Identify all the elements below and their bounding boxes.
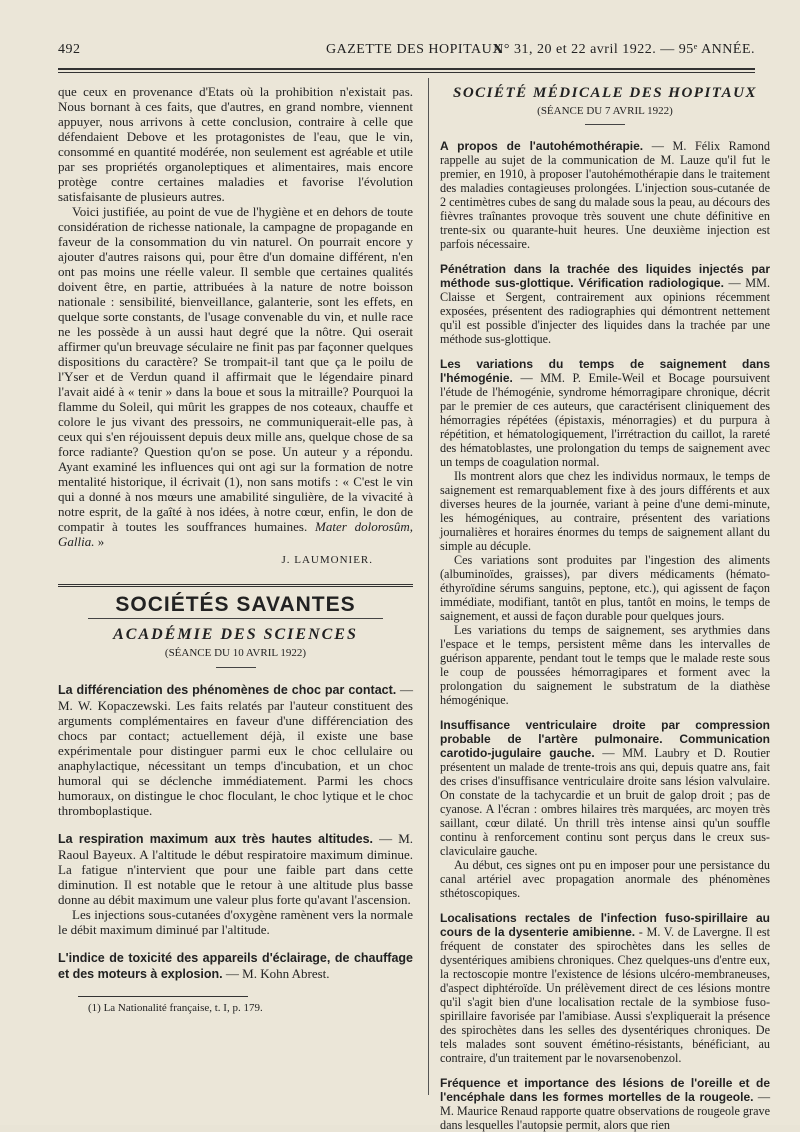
header-rule-thin: [58, 72, 755, 73]
article-heading: Localisations rectales de l'infection fuso-spirillaire au cours de la dysenterie amibienne.: [440, 911, 770, 939]
article: [58, 682, 413, 818]
issue-info: N° 31, 20 et 22 avril 1922. — 95ᵉ ANNÉE.: [493, 42, 755, 57]
article-body: — M. Kohn Abrest.: [225, 966, 330, 981]
article-body: - M. V. de Lavergne. Il est fréquent de constater des spirochètes dans les selles de dysentériques amibiens chroniques. Chez quelques-uns d'entre eux, la rectoscopie montre l'existence de lésions ulcéro-membraneuses, d'aspect diphtéroïde. Un prélèvement direct de ces lésions montre qu'il s'agit bien d'une localisation rectale de la symbiose fuso-spirillaire favorisée par l'amibiase. Aussi s'expliquerait la présence des spirochètes dans les selles des dysentériques chroniques. De tels malades sont souvent émétino-résistants, bénéficiant, au contraire, d'un traitement par le novarsenobenzol.: [440, 925, 770, 1065]
left-column: [58, 84, 413, 1016]
paragraph: Les variations du temps de saignement, ses arythmies dans l'espace et le temps, persistent même dans les intervalles de guérison apparente, pendant tout le temps que le malade reste sous le coup de poussées hémorragipares et forment avec la prolongation du saignement le substratum de la diathèse hémogénique.: [440, 623, 770, 707]
paragraph: Les injections sous-cutanées d'oxygène ramènent vers la normale le débit maximum diminué par l'altitude.: [58, 907, 413, 937]
short-rule: [585, 124, 625, 125]
article-body: — M. Félix Ramond rappelle au sujet de la communication de M. Lauze qu'il fut le premier, en 1910, à proposer l'autohémothérapie dans le traitement des maladies contagieuses prolongées. L'injection sous-cutanée de 2 centimètres cubes de sang du malade sous la peau, au décours des fièvres traînantes provoque très souvent une chute définitive en trente-six ou quarante-huit heures. Une deuxième injection est parfois nécessaire.: [440, 139, 770, 251]
article-heading: Fréquence et importance des lésions de l'oreille et de l'encéphale dans les formes mortelles de la rougeole.: [440, 1076, 770, 1104]
page-number: 492: [58, 42, 81, 57]
article-heading: Insuffisance ventriculaire droite par compression probable de l'artère pulmonaire. Communication carotido-jugulaire gauche.: [440, 718, 770, 760]
article-heading: La différenciation des phénomènes de choc par contact.: [58, 683, 397, 697]
article-body: — MM. P. Emile-Weil et Bocage poursuivent l'étude de l'hémogénie, syndrome hémorragipare chronique, décrit par le premier de ces auteurs, que caractérisent cliniquement des hémorragies répétées (épistaxis, ménorragies) et du purpura à répétition, et hématologiquement, l'irrétraction du caillot, la rareté des hématoblastes, une prolongation du temps de saignement avec un temps de coagulation normal.: [440, 371, 771, 469]
seance-date: (SÉANCE DU 7 AVRIL 1922): [537, 105, 673, 117]
article-body: — MM. Claisse et Sergent, contrairement aux opinions récemment exposées, présentent des radiographies qui démontrent nettement qu'il est possible d'injecter des liquides dans la trachée par une méthode sus-glottique.: [440, 276, 770, 346]
article-heading: A propos de l'autohémothérapie.: [440, 139, 644, 153]
article: [440, 262, 770, 346]
author-signature: J. LAUMONIER.: [281, 554, 373, 566]
column-separator: [428, 78, 429, 1095]
article-heading: Pénétration dans la trachée des liquides injectés par méthode sus-glottique. Vérification radiologique.: [440, 262, 770, 290]
article: [440, 357, 770, 469]
paragraph: que ceux en provenance d'Etats où la prohibition n'existait pas. Nous bornant à ces faits, que d'autres, en grand nombre, viennent appuyer, nous arrivons à cette conclusion, contraire à celle que défendaient Debove et les protagonistes de l'eau, que le vin, consommé en quantité modérée, non seulement est agréable et utile par ses propriétés organoleptiques et alimentaires, mais encore protège contre certaines maladies et favorise l'évolution satisfaisante de plusieurs autres.: [58, 84, 413, 204]
section-title: SOCIÉTÉS SAVANTES: [115, 593, 356, 616]
right-column: [440, 84, 770, 1132]
section-rule: [88, 618, 383, 619]
article-body: — MM. Laubry et D. Routier présentent un malade de trente-trois ans qui, depuis quatre ans, fait des crises d'insuffisance ventriculaire droite sans lésion valvulaire. On constate de la tachycardie et un bruit de galop droit ; pas de cyanose. A l'écran : ombres hilaires très marquées, arc moyen très saillant, cœur dilaté. Un thrill très intense ainsi qu'un souffle continu à renforcement continu sont perçus dans le creux sus-claviculaire gauche.: [440, 746, 770, 858]
paragraph: [58, 204, 413, 549]
article-heading: Les variations du temps de saignement dans l'hémogénie.: [440, 357, 770, 385]
header-rule: [58, 68, 755, 70]
article-body: — M. Raoul Bayeux. A l'altitude le début respiratoire maximum diminue. La fatigue n'intervient que pour une faible part dans cette diminution. Il est notable que le retour à une altitude plus basse donne au débit maximum une valeur plus forte qu'avant l'ascension.: [58, 831, 414, 907]
society-title: SOCIÉTÉ MÉDICALE DES HOPITAUX: [453, 85, 757, 101]
latin-quote: Mater dolorosûm, Gallia.: [58, 519, 414, 549]
paragraph-text: Voici justifiée, au point de vue de l'hygiène et en dehors de toute considération de richesse nationale, la campagne de propagande en faveur de la consommation du vin naturel. On pourrait encore y ajouter d'autres raisons qui, pour être d'un domaine différent, n'en ont pas moins une réelle valeur. Il semble que certaines qualités doivent être, en partie, attribuées à la nature de notre boisson nationale : sensibilité, bienveillance, galanterie, sont les effets, en quelque sorte constants, de l'usage convenable du vin, et nulle race ne les possède à un aussi haut degré que la nôtre. Qui oserait affirmer qu'un breuvage séculaire ne finit pas par façonner quelques dispositions du caractère? Se trompait-il tant que ça le poilu de l'Yser et de Verdun quand il affirmait que le légendaire pinard l'avait aidé à « tenir » dans la boue et sous la mitraille? Pourquoi la flamme du Soleil, qui mûrit les grappes de nos coteaux, chauffe et colore le jus vivant des pressoirs, ne communiquerait-elle pas, à ceux qui s'en réjouissent depuis deux mille ans, quelque chose de sa force radiante? Question qu'on se pose. Un auteur y a répondu. Ayant examiné les influences qui ont agi sur la formation de notre mentalité historique, il écrivait (1), non sans motifs : « C'est le vin qui a donné à nos mœurs une amabilité singulière, de la vivacité à notre esprit, de la gaîté à nos idées, à notre cœur, enfin, le don de compatir à toutes les souffrances humaines.: [58, 204, 413, 534]
article: [440, 139, 770, 251]
article: [58, 950, 413, 982]
footnote: (1) La Nationalité française, t. I, p. 179.: [88, 1002, 263, 1014]
academy-title: ACADÉMIE DES SCIENCES: [113, 626, 358, 643]
page-header: [58, 42, 755, 68]
article: [440, 718, 770, 858]
paragraph: Ils montrent alors que chez les individus normaux, le temps de saignement est remarquablement fixe à des jours différents et aux diverses heures de la journée, variant à peine d'une demi-minute, les hémogéniques, au contraire, présentent des variations journalières et horaires énormes du temps de saignement allant du simple au décuple.: [440, 469, 770, 553]
paragraph: Ces variations sont produites par l'ingestion des aliments (albuminoïdes, graisses), par divers médicaments (hémato-éthyroïdine sérums sanguins, peptone, etc.), qui agissent de façon immédiate, modifiant, tantôt en plus, tantôt en moins, le temps de saignement, et aussi de façon durable pour quelques jours.: [440, 553, 770, 623]
journal-title: GAZETTE DES HOPITAUX: [326, 42, 503, 57]
quote-close: »: [97, 534, 105, 549]
article-heading: L'indice de toxicité des appareils d'éclairage, de chauffage et des moteurs à explosion.: [58, 951, 413, 981]
short-rule: [216, 667, 256, 668]
article: [58, 831, 413, 907]
article-body: — M. W. Kopaczewski. Les faits relatés par l'auteur constituent des arguments complémentaires en faveur d'une différenciation des chocs par contact; actuellement déjà, il existe une base expérimentale pour distinguer parmi eux le choc cellulaire ou anaphylactique, nécessitant un temps d'incubation, et un choc humoral qui se déclenche immédiatement. Parmi les chocs humoraux, on distingue le choc floculant, le choc lytique et le choc thromboplastique.: [58, 682, 414, 818]
seance-date: (SÉANCE DU 10 AVRIL 1922): [164, 647, 307, 659]
footnote-rule: [78, 996, 248, 997]
section-divider: [58, 584, 413, 587]
paragraph: Au début, ces signes ont pu en imposer pour une persistance du canal artériel avec propagation anormale des phénomènes sthétoscopiques.: [440, 858, 770, 900]
article: [440, 911, 770, 1065]
article-body: — M. Maurice Renaud rapporte quatre observations de rougeole grave dans lesquelles l'autopsie permit, alors que rien: [440, 1090, 771, 1132]
article-heading: La respiration maximum aux très hautes altitudes.: [58, 832, 374, 846]
article: [440, 1076, 770, 1132]
